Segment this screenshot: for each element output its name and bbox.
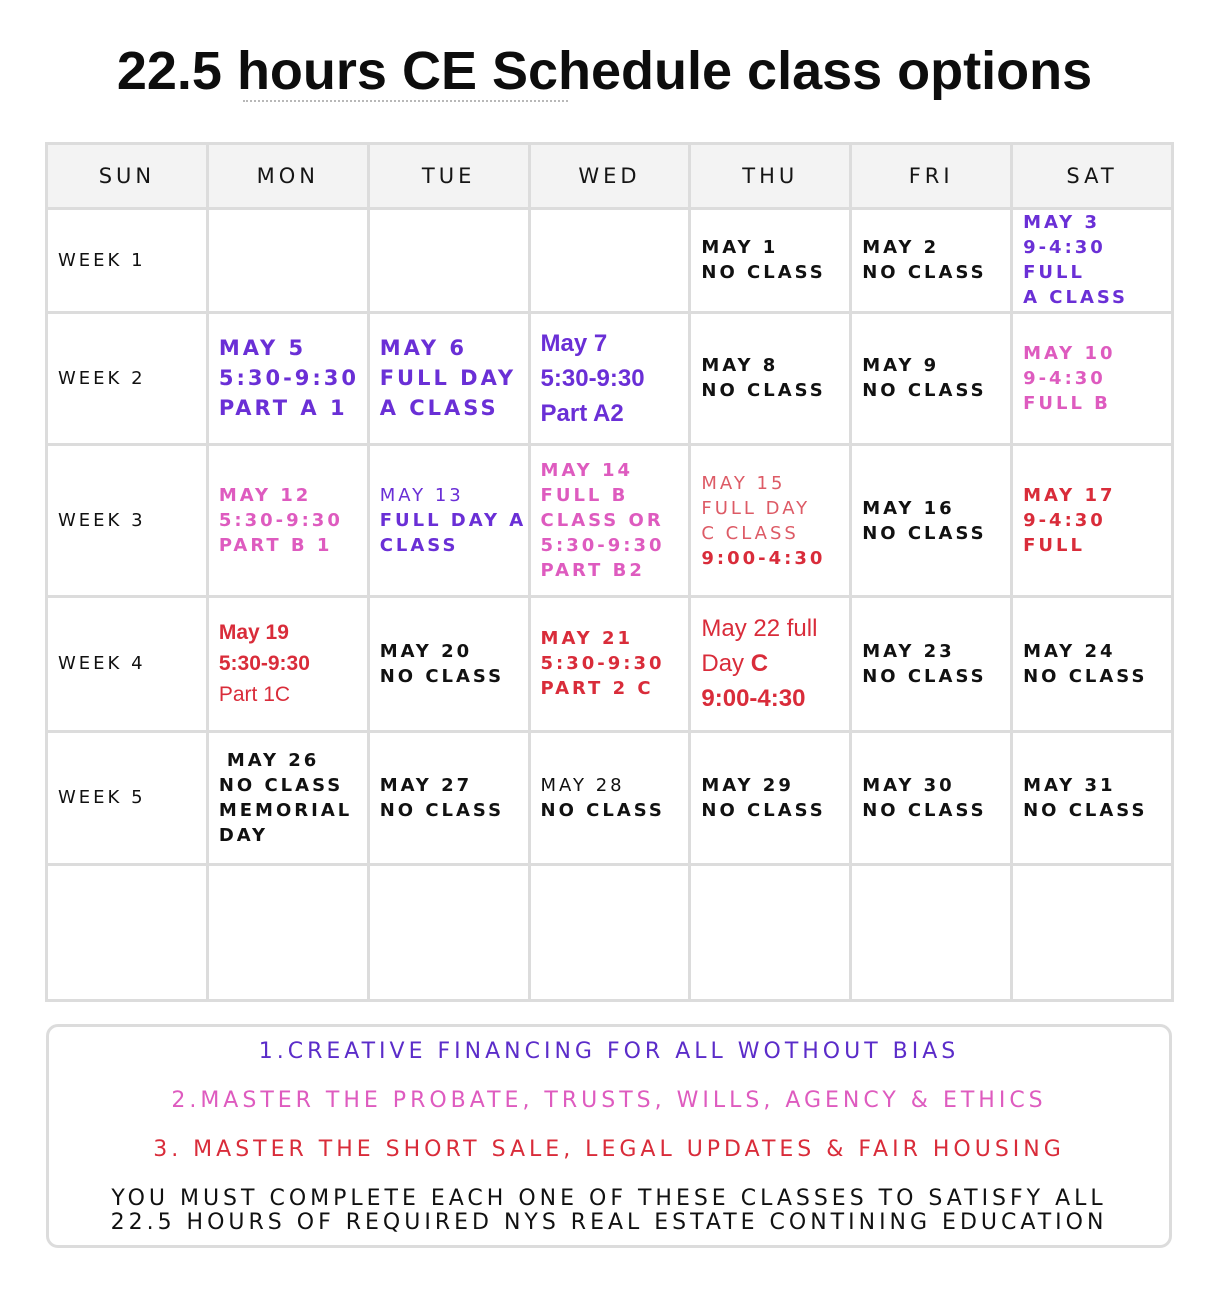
legend-class-2: 2.MASTER THE PROBATE, TRUSTS, WILLS, AGENCY & ETHICS bbox=[171, 1088, 1047, 1113]
cell-date: MAY 20 bbox=[379, 640, 473, 662]
empty-cell bbox=[47, 865, 208, 1001]
empty-cell bbox=[851, 865, 1012, 1001]
cell-date: May 19 bbox=[218, 621, 289, 645]
day-header-mon: MON bbox=[207, 144, 368, 209]
cell-week4-fri bbox=[851, 596, 1012, 731]
cell-week4-sat bbox=[1012, 596, 1173, 731]
cell-class: FULL B bbox=[540, 485, 629, 507]
cell-week5-tue bbox=[368, 731, 529, 865]
legend-class-3: 3. MASTER THE SHORT SALE, LEGAL UPDATES & FAIR HOUSING bbox=[153, 1137, 1065, 1162]
cell-date: MAY 28 bbox=[540, 774, 625, 796]
cell-date: MAY 27 bbox=[379, 774, 473, 796]
legend-class-1: 1.CREATIVE FINANCING FOR ALL WOTHOUT BIAS bbox=[258, 1039, 960, 1064]
week-label-text: WEEK 3 bbox=[58, 510, 146, 532]
cell-week3-sat bbox=[1012, 445, 1173, 597]
week-label-2 bbox=[47, 312, 208, 445]
cell-week1-wed bbox=[529, 209, 690, 313]
cell-week4-mon bbox=[207, 596, 368, 731]
day-header-wed: WED bbox=[529, 144, 690, 209]
week-row-3 bbox=[47, 445, 1173, 597]
cell-class: PART 2 C bbox=[540, 678, 654, 700]
week-label-text: WEEK 5 bbox=[58, 787, 146, 809]
cell-week5-thu bbox=[690, 731, 851, 865]
cell-day-word: Day bbox=[701, 650, 745, 678]
cell-date: MAY 6 bbox=[379, 336, 467, 361]
cell-date: MAY 30 bbox=[862, 774, 955, 796]
cell-week1-thu bbox=[690, 209, 851, 313]
cell-class: FULL bbox=[1023, 535, 1085, 557]
requirement-line-2: 22.5 HOURS OF REQUIRED NYS REAL ESTATE CONTINING EDUCATION bbox=[110, 1210, 1108, 1235]
cell-week4-thu bbox=[690, 596, 851, 731]
cell-class: PART B 1 bbox=[218, 535, 333, 557]
class-legend-box bbox=[46, 1024, 1172, 1248]
cell-status: NO CLASS bbox=[1023, 665, 1148, 687]
cell-week3-tue bbox=[368, 445, 529, 597]
cell-time: FULL DAY A bbox=[379, 510, 527, 532]
requirement-line-1: YOU MUST COMPLETE EACH ONE OF THESE CLASSES TO SATISFY ALL bbox=[111, 1186, 1107, 1211]
cell-class: C CLASS bbox=[701, 522, 799, 544]
cell-status: NO CLASS bbox=[1023, 799, 1148, 821]
cell-class: PART A 1 bbox=[218, 396, 348, 421]
week-row-5 bbox=[47, 731, 1173, 865]
day-header-sun: SUN bbox=[47, 144, 208, 209]
week-row-1 bbox=[47, 209, 1173, 313]
week-label-5 bbox=[47, 731, 208, 865]
cell-status: NO CLASS bbox=[862, 799, 987, 821]
cell-holiday: DAY bbox=[218, 824, 269, 846]
cell-date: MAY 9 bbox=[862, 355, 940, 377]
cell-date: MAY 17 bbox=[1023, 485, 1116, 507]
cell-week3-fri bbox=[851, 445, 1012, 597]
cell-date: MAY 29 bbox=[701, 774, 794, 796]
cell-date: MAY 13 bbox=[379, 485, 464, 507]
cell-week3-thu bbox=[690, 445, 851, 597]
cell-date: MAY 31 bbox=[1023, 774, 1116, 796]
cell-status: NO CLASS bbox=[862, 262, 987, 284]
cell-class: CLASS bbox=[379, 535, 459, 557]
cell-status: NO CLASS bbox=[701, 799, 826, 821]
cell-class: FULL B bbox=[1023, 392, 1111, 414]
cell-date: MAY 16 bbox=[862, 497, 955, 519]
cell-time: 9-4:30 bbox=[1023, 510, 1106, 532]
cell-week1-fri bbox=[851, 209, 1012, 313]
cell-status: NO CLASS bbox=[701, 262, 826, 284]
cell-week1-mon bbox=[207, 209, 368, 313]
cell-status: NO CLASS bbox=[701, 380, 826, 402]
cell-week5-mon bbox=[207, 731, 368, 865]
cell-date: MAY 1 bbox=[701, 237, 779, 259]
empty-cell bbox=[207, 865, 368, 1001]
cell-status: NO CLASS bbox=[218, 774, 344, 796]
cell-date: MAY 24 bbox=[1023, 640, 1116, 662]
cell-status: NO CLASS bbox=[862, 380, 987, 402]
cell-date: MAY 23 bbox=[862, 640, 955, 662]
cell-class: Part A2 bbox=[540, 399, 624, 427]
cell-date: MAY 8 bbox=[701, 355, 779, 377]
cell-week2-wed bbox=[529, 312, 690, 445]
cell-week2-thu bbox=[690, 312, 851, 445]
cell-class: Part 1C bbox=[218, 683, 291, 707]
cell-week4-wed bbox=[529, 596, 690, 731]
cell-status: NO CLASS bbox=[862, 522, 987, 544]
cell-time: 5:30-9:30 bbox=[218, 652, 310, 676]
cell-date: MAY 3 bbox=[1023, 212, 1101, 234]
empty-cell bbox=[529, 865, 690, 1001]
legend-requirement-note bbox=[49, 1187, 1169, 1235]
cell-week5-sat bbox=[1012, 731, 1173, 865]
week-label-text: WEEK 2 bbox=[58, 367, 146, 389]
cell-week2-sat bbox=[1012, 312, 1173, 445]
week-label-text: WEEK 4 bbox=[58, 653, 146, 675]
cell-week1-tue bbox=[368, 209, 529, 313]
cell-time: 9:00-4:30 bbox=[701, 685, 806, 713]
cell-holiday: MEMORIAL bbox=[218, 799, 353, 821]
week-label-text: WEEK 1 bbox=[58, 249, 146, 271]
empty-cell bbox=[690, 865, 851, 1001]
cell-time: FULL DAY bbox=[379, 366, 517, 391]
cell-date: MAY 2 bbox=[862, 237, 940, 259]
cell-status: NO CLASS bbox=[379, 665, 505, 687]
cell-week2-tue bbox=[368, 312, 529, 445]
cell-class: A CLASS bbox=[379, 396, 499, 421]
cell-class: A CLASS bbox=[1023, 287, 1128, 309]
cell-date: May 22 full bbox=[701, 615, 818, 643]
cell-date: MAY 12 bbox=[218, 485, 312, 507]
title-dotted-underline bbox=[243, 100, 568, 102]
cell-class bbox=[701, 646, 849, 681]
page-title: 22.5 hours CE Schedule class options bbox=[116, 41, 1093, 101]
cell-class: CLASS OR bbox=[540, 510, 664, 532]
cell-week2-fri bbox=[851, 312, 1012, 445]
week-label-3 bbox=[47, 445, 208, 597]
cell-status: NO CLASS bbox=[540, 799, 665, 821]
empty-cell bbox=[368, 865, 529, 1001]
cell-date: MAY 10 bbox=[1023, 342, 1116, 364]
cell-date: MAY 26 bbox=[226, 749, 320, 771]
day-header-fri: FRI bbox=[851, 144, 1012, 209]
cell-time: 9:00-4:30 bbox=[701, 547, 826, 569]
cell-class-letter: C bbox=[750, 650, 769, 678]
cell-time: 5:30-9:30 bbox=[218, 510, 343, 532]
cell-class: PART B2 bbox=[540, 560, 645, 582]
day-header-row bbox=[47, 144, 1173, 209]
cell-time: 5:30-9:30 bbox=[218, 366, 360, 391]
cell-week1-sat bbox=[1012, 209, 1173, 313]
cell-time: 5:30-9:30 bbox=[540, 364, 645, 392]
empty-cell bbox=[1012, 865, 1173, 1001]
cell-week5-wed bbox=[529, 731, 690, 865]
cell-date: MAY 14 bbox=[540, 460, 634, 482]
cell-date: MAY 21 bbox=[540, 628, 634, 650]
cell-time: 5:30-9:30 bbox=[540, 535, 665, 557]
cell-time: 5:30-9:30 bbox=[540, 653, 665, 675]
empty-row bbox=[47, 865, 1173, 1001]
cell-date: May 7 bbox=[540, 329, 608, 357]
cell-status: NO CLASS bbox=[379, 799, 505, 821]
day-header-sat: SAT bbox=[1012, 144, 1173, 209]
week-label-1 bbox=[47, 209, 208, 313]
cell-date: MAY 5 bbox=[218, 336, 307, 361]
cell-week3-mon bbox=[207, 445, 368, 597]
schedule-calendar bbox=[45, 142, 1174, 1002]
cell-status: NO CLASS bbox=[862, 665, 987, 687]
cell-class: FULL DAY bbox=[701, 497, 811, 519]
cell-week4-tue bbox=[368, 596, 529, 731]
cell-time: 9-4:30 bbox=[1023, 367, 1106, 389]
cell-week5-fri bbox=[851, 731, 1012, 865]
week-label-4 bbox=[47, 596, 208, 731]
week-row-2 bbox=[47, 312, 1173, 445]
cell-week3-wed bbox=[529, 445, 690, 597]
cell-week2-mon bbox=[207, 312, 368, 445]
day-header-tue: TUE bbox=[368, 144, 529, 209]
cell-time: 9-4:30 FULL bbox=[1023, 237, 1106, 284]
day-header-thu: THU bbox=[690, 144, 851, 209]
cell-date: MAY 15 bbox=[701, 472, 786, 494]
week-row-4 bbox=[47, 596, 1173, 731]
